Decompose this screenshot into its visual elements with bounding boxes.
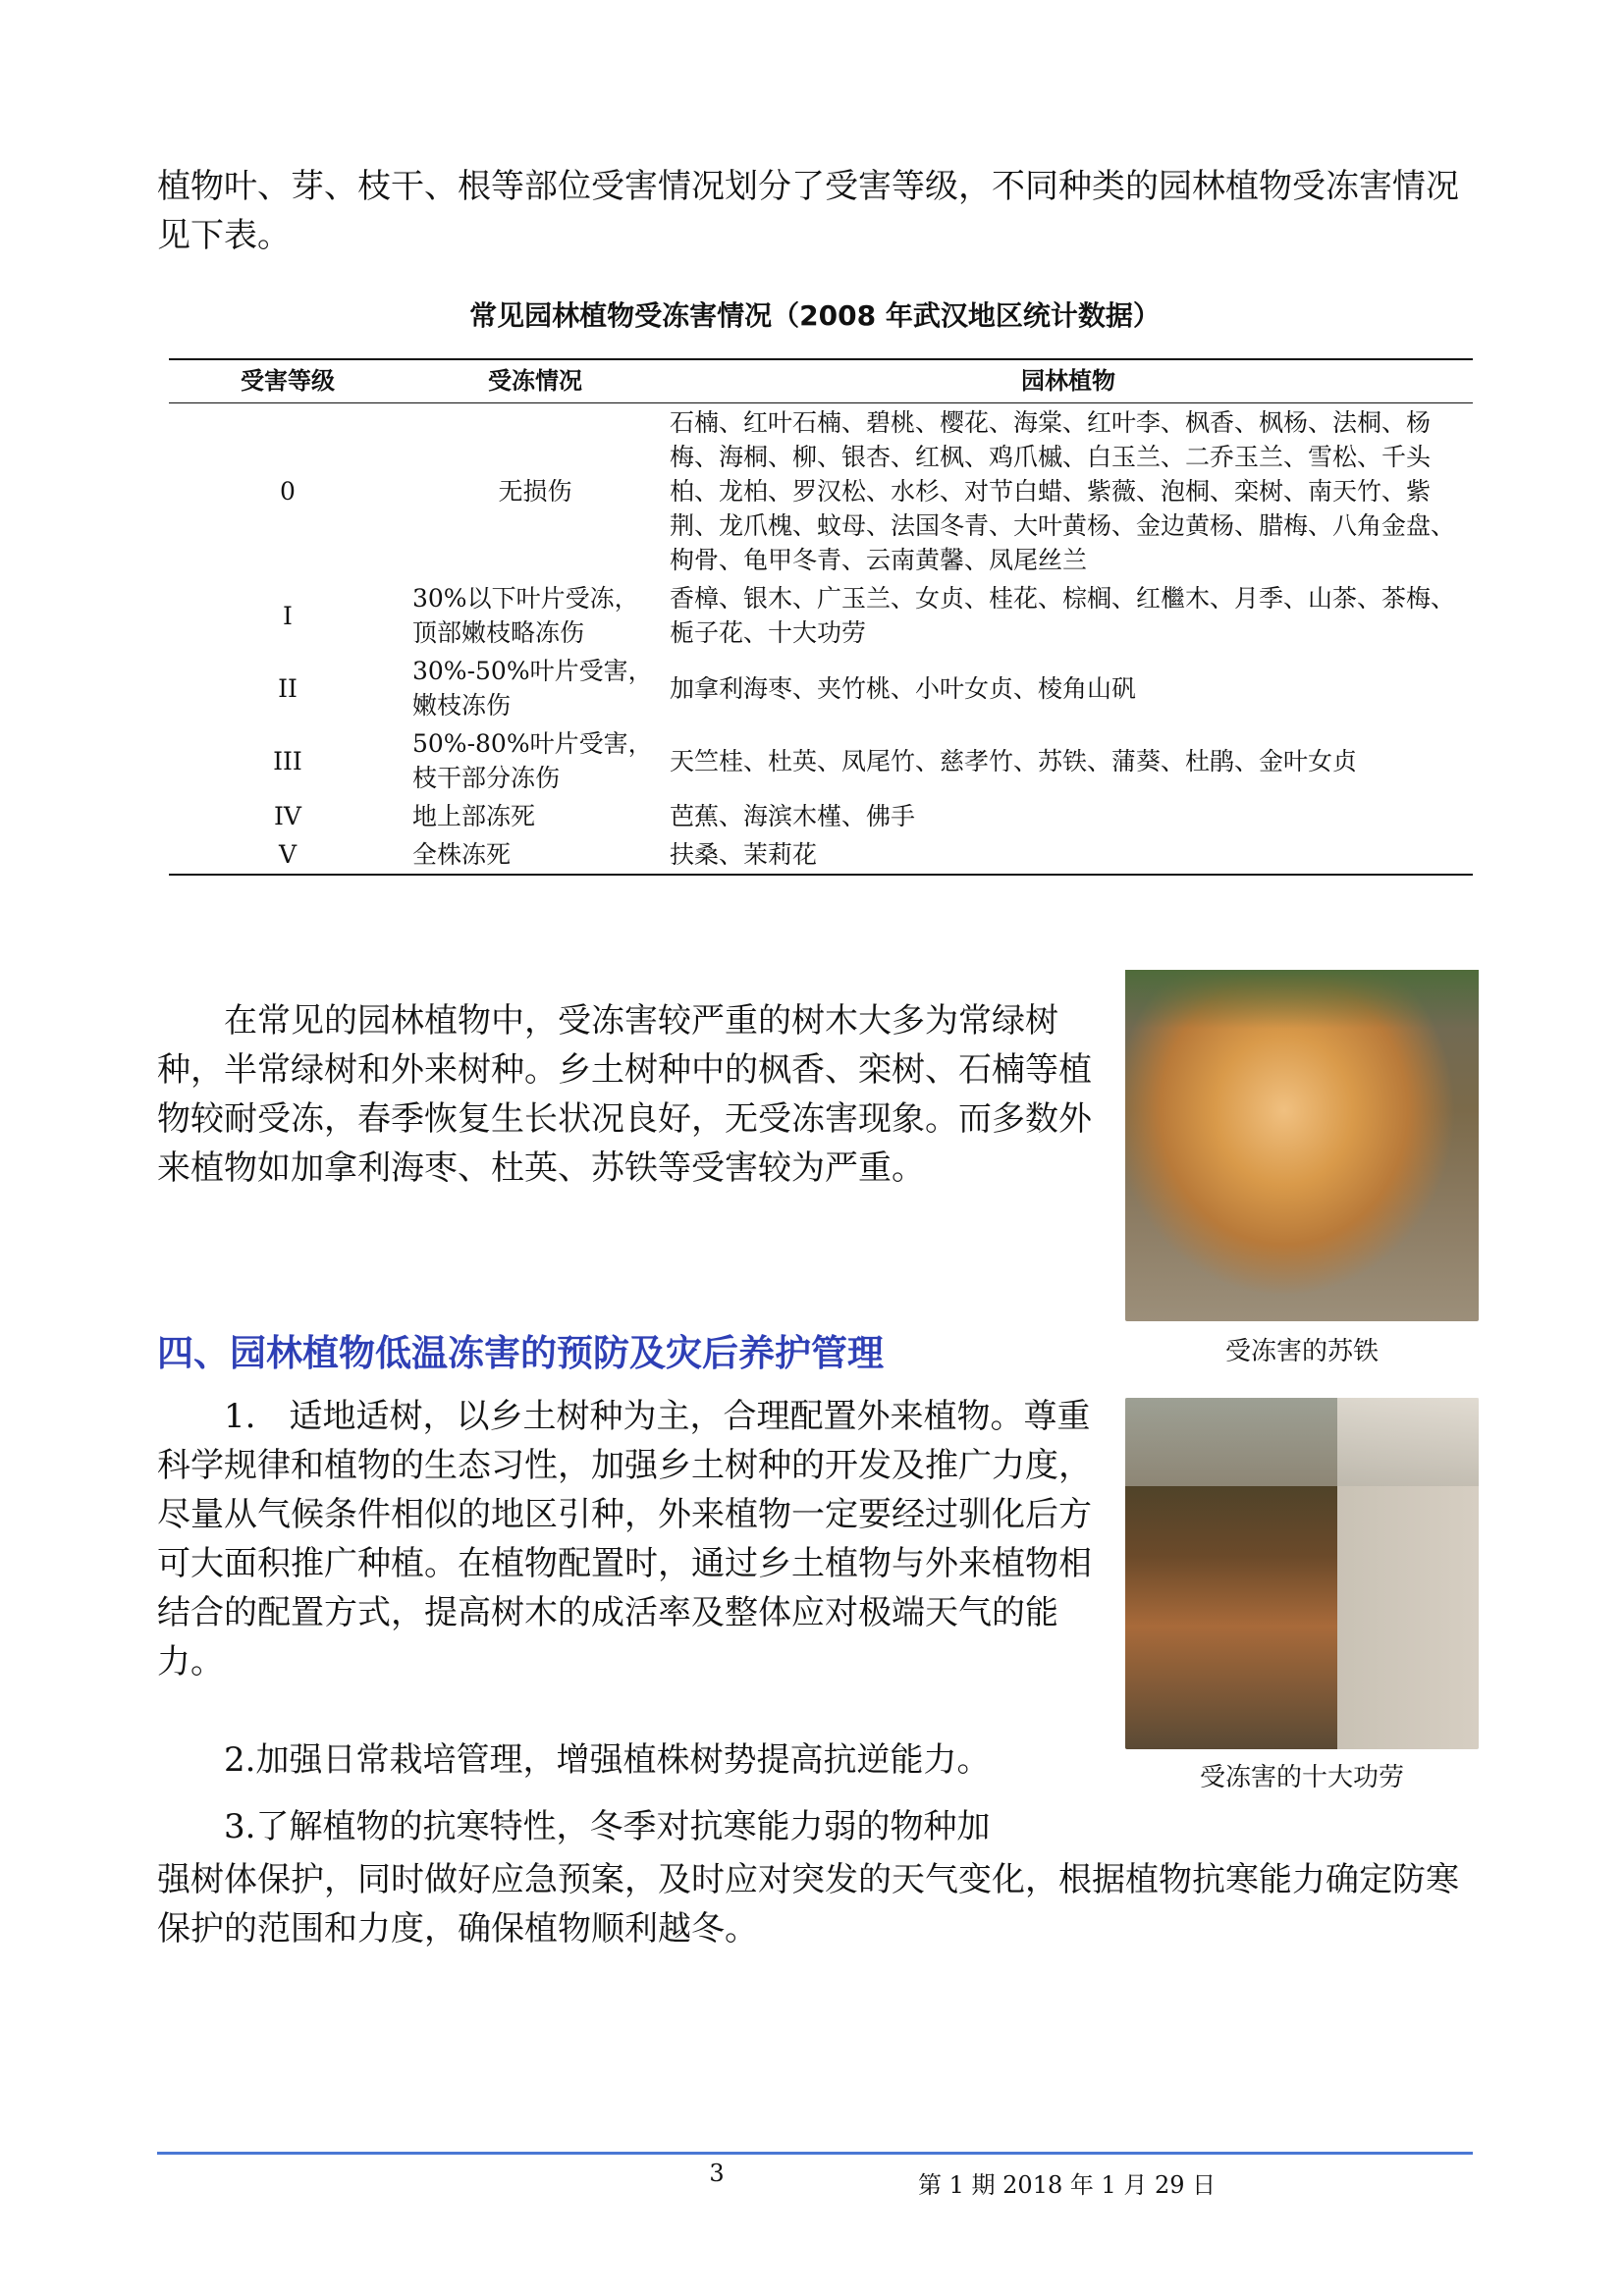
condition-cell: 30%-50%叶片受害，嫩枝冻伤 — [412, 657, 653, 720]
condition-cell: 地上部冻死 — [412, 802, 536, 830]
table-row — [169, 652, 1473, 724]
grade-cell: I — [283, 601, 293, 630]
footer-divider — [157, 2152, 1473, 2155]
freeze-damage-table — [169, 358, 1473, 876]
table-title: 常见园林植物受冻害情况（2008 年武汉地区统计数据） — [469, 299, 1161, 332]
header-plants: 园林植物 — [664, 359, 1473, 403]
table-row — [169, 835, 1473, 875]
item-1-paragraph — [157, 1392, 1100, 1686]
condition-cell: 30%以下叶片受冻，顶部嫩枝略冻伤 — [412, 584, 639, 647]
plants-cell: 扶桑、茉莉花 — [664, 835, 1473, 875]
intro-paragraph: 植物叶、芽、枝干、根等部位受害情况划分了受害等级，不同种类的园林植物受冻害情况见下表。 — [157, 167, 1459, 255]
photo-2-caption: 受冻害的十大功劳 — [1199, 1763, 1404, 1792]
photo-1-caption: 受冻害的苏铁 — [1224, 1337, 1379, 1366]
grade-cell: III — [273, 746, 302, 775]
paragraph-common-plants: 在常见的园林植物中，受冻害较严重的树木大多为常绿树种，半常绿树和外来树种。乡土树种中的枫香、栾树、石楠等植物较耐受冻，春季恢复生长状况良好，无受冻害现象。而多数外来植物如加拿利海枣、杜英、苏铁等受害较为严重。 — [157, 1001, 1092, 1188]
grade-cell: V — [169, 835, 406, 875]
table-row — [169, 403, 1473, 580]
issue-date: 第 1 期 2018 年 1 月 29 日 — [918, 2171, 1217, 2199]
item-1-text: 适地适树，以乡土树种为主，合理配置外来植物。尊重科学规律和植物的生态习性，加强乡土树种的开发及推广力度，尽量从气候条件相似的地区引种，外来植物一定要经过驯化后方可大面积推广种植。在植物配置时，通过乡土植物与外来植物相结合的配置方式，提高树木的成活率及整体应对极端天气的能力。 — [157, 1397, 1092, 1682]
table-row — [169, 579, 1473, 652]
plants-cell: 芭蕉、海滨木槿、佛手 — [670, 802, 916, 830]
section-heading: 四、园林植物低温冻害的预防及灾后养护管理 — [157, 1332, 884, 1374]
table-row — [169, 724, 1473, 797]
header-condition: 受冻情况 — [406, 359, 664, 403]
plants-cell: 天竺桂、杜英、凤尾竹、慈孝竹、苏铁、蒲葵、杜鹃、金叶女贞 — [670, 746, 1358, 775]
condition-cell: 无损伤 — [498, 477, 572, 506]
item-2-paragraph: 2.加强日常栽培管理，增强植株树势提高抗逆能力。 — [224, 1740, 991, 1780]
plants-cell: 香樟、银木、广玉兰、女贞、桂花、棕榈、红檵木、月季、山茶、茶梅、栀子花、十大功劳 — [670, 584, 1456, 647]
plants-cell: 石楠、红叶石楠、碧桃、樱花、海棠、红叶李、枫香、枫杨、法桐、杨梅、海桐、柳、银杏、红枫、鸡爪槭、白玉兰、二乔玉兰、雪松、千头柏、龙柏、罗汉松、水杉、对节白蜡、紫薇、泡桐、栾树、南天竹、紫荆、龙爪槐、蚊母、法国冬青、大叶黄杨、金边黄杨、腊梅、八角金盘、枸骨、龟甲冬青、云南黄馨、凤尾丝兰 — [670, 408, 1456, 574]
table-row — [169, 797, 1473, 835]
page-number: 3 — [709, 2160, 725, 2187]
condition-cell: 全株冻死 — [406, 835, 664, 875]
item-3-continuation: 强树体保护，同时做好应急预案，及时应对突发的天气变化，根据植物抗寒能力确定防寒保护的范围和力度，确保植物顺利越冬。 — [157, 1860, 1459, 1949]
grade-cell: 0 — [280, 477, 296, 506]
condition-cell: 50%-80%叶片受害，枝干部分冻伤 — [412, 729, 653, 792]
grade-cell: II — [278, 673, 298, 703]
photo-mahonia-frost-damage — [1125, 1398, 1479, 1749]
header-grade: 受害等级 — [169, 359, 406, 403]
grade-cell: IV — [274, 802, 301, 830]
item-3-first-line: 3.了解植物的抗寒特性，冬季对抗寒能力弱的物种加 — [224, 1807, 991, 1846]
plants-cell: 加拿利海枣、夹竹桃、小叶女贞、棱角山矾 — [670, 673, 1137, 703]
photo-cycad-frost-damage — [1125, 970, 1479, 1321]
item-1-number: 1. — [224, 1397, 256, 1436]
